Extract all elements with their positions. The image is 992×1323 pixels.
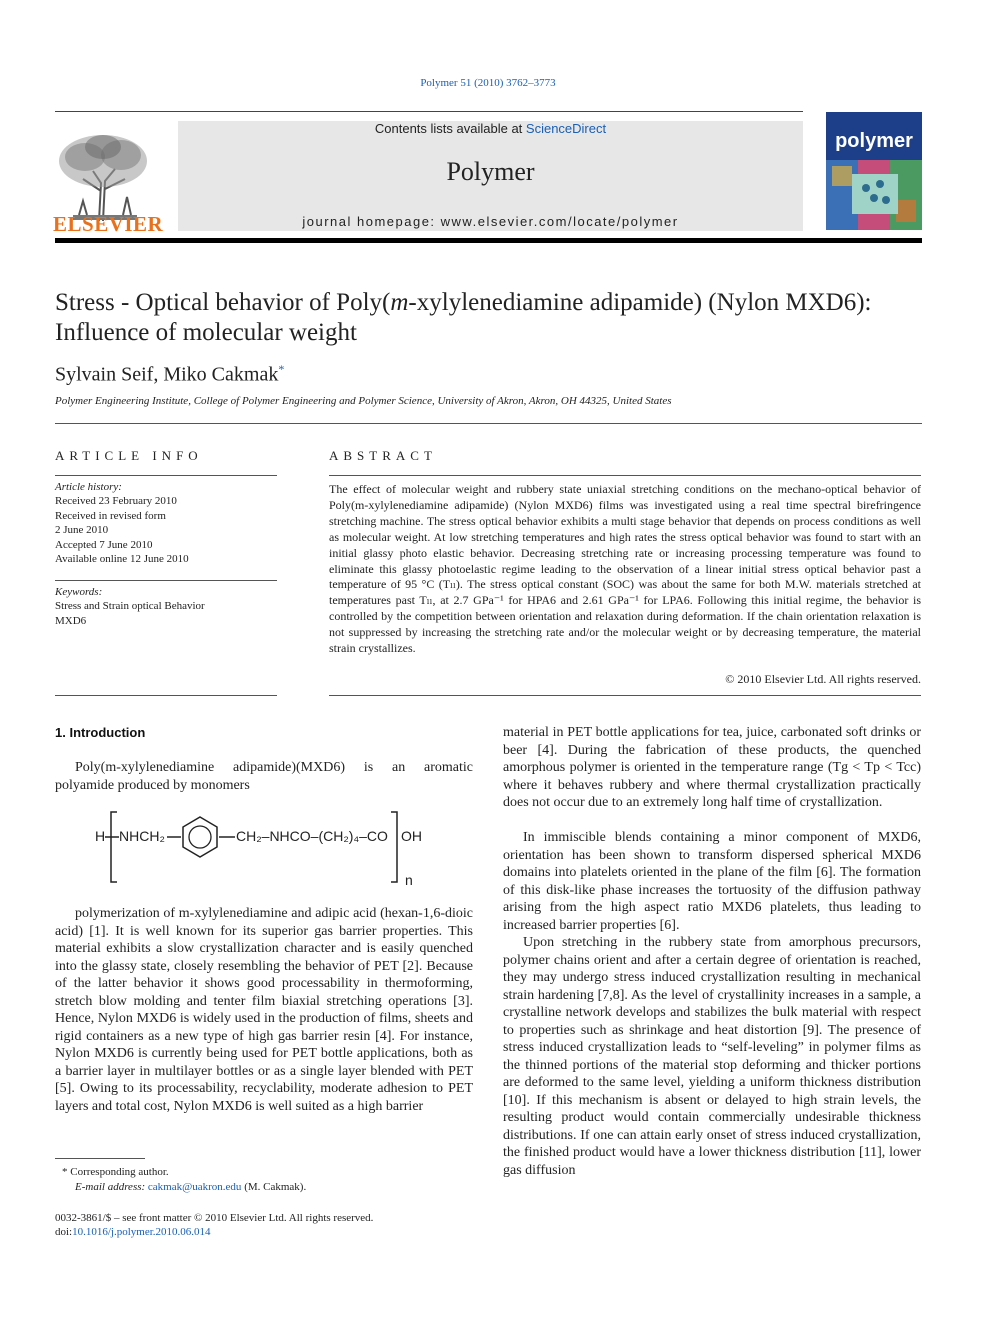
footnote-rule <box>55 1158 145 1159</box>
abstract-rule <box>329 475 921 476</box>
journal-name: Polymer <box>446 157 535 186</box>
sciencedirect-link[interactable]: ScienceDirect <box>525 121 607 136</box>
corresponding-footnote: * Corresponding author. <box>62 1166 169 1178</box>
history-item: Accepted 7 June 2010 <box>55 538 153 551</box>
journal-citation[interactable]: Polymer 51 (2010) 3762–3773 <box>420 77 556 89</box>
issn-line: 0032-3861/$ – see front matter © 2010 Elsevier Ltd. All rights reserved. <box>55 1212 374 1224</box>
title-part2: -xylylenediamine adipamide) (Nylon MXD6): <box>408 289 872 316</box>
article-info-bottom-rule <box>55 695 277 696</box>
cover-title: polymer <box>835 130 913 152</box>
article-title-line2: Influence of molecular weight <box>55 319 357 346</box>
email-footnote <box>75 1180 306 1195</box>
title-italic: m <box>390 289 409 316</box>
keywords-rule <box>55 580 277 581</box>
doi-link[interactable]: 10.1016/j.polymer.2010.06.014 <box>72 1226 211 1238</box>
history-item: Received in revised form <box>55 509 166 522</box>
article-title <box>55 288 935 348</box>
email-label: E-mail address: <box>75 1181 148 1193</box>
journal-cover <box>826 112 922 230</box>
elsevier-wordmark: ELSEVIER <box>53 212 164 236</box>
history-item: Available online 12 June 2010 <box>55 553 189 566</box>
authors <box>55 362 284 387</box>
benzene-ring <box>183 817 217 857</box>
keyword-item: Stress and Strain optical Behavior <box>55 600 205 613</box>
author-names: Sylvain Seif, Miko Cakmak <box>55 363 279 386</box>
header-thick-rule <box>55 238 922 243</box>
keywords-label: Keywords: <box>55 586 103 598</box>
corresponding-author-mark[interactable]: * <box>278 362 285 376</box>
article-info-rule <box>55 475 277 476</box>
affiliation: Polymer Engineering Institute, College of Polymer Engineering and Polymer Science, University of Akron, Akron, OH 44325, United States <box>55 395 672 407</box>
header-rule <box>55 111 803 112</box>
cover-artwork <box>826 160 922 230</box>
formula-structure <box>95 808 435 890</box>
title-part1: Stress - Optical behavior of Poly( <box>55 289 391 316</box>
abstract-copyright: © 2010 Elsevier Ltd. All rights reserved. <box>725 672 921 686</box>
keywords <box>55 585 277 628</box>
abstract-bottom-rule <box>329 695 921 696</box>
formula-subscript: n <box>405 872 413 888</box>
intro-paragraph-2: polymerization of m-xylylenediamine and adipic acid (hexan-1,6-dioic acid) [1]. It is well known for its superior gas barrier properties. This material exhibits a slow crystallization character and is easily quenched into the glassy state, closely resembling the behavior of PET [2]. Because of the latter behavior it shows good processability in thermoforming, stretch blow molding and tenter film biaxial stretching operations [3]. Hence, Nylon MXD6 is widely used in the production of films, sheets and rigid containers as a new type of high gas barrier resin [4]. For instance, Nylon MXD6 is currently being used for PET bottle applications, both as a barrier layer in multilayer bottles or as a single layer blended with PET [5]. Owing to its processability, recyclability, moderate adhesion to PET layers and total cost, Nylon MXD6 is well suited as a high barrier <box>55 906 473 1114</box>
article-title-line1 <box>55 288 935 318</box>
title-rule <box>55 423 922 424</box>
article-info-heading: ARTICLE INFO <box>55 448 203 463</box>
email-suffix: (M. Cakmak). <box>241 1181 307 1193</box>
chemical-formula <box>95 808 435 890</box>
contents-line <box>178 121 803 136</box>
doi-label: doi: <box>55 1226 73 1238</box>
history-item: 2 June 2010 <box>55 524 109 537</box>
doi-line <box>55 1225 211 1240</box>
formula-end-right: OH <box>401 828 422 844</box>
history-item: Received 23 February 2010 <box>55 495 177 508</box>
keyword-item: MXD6 <box>55 614 87 627</box>
intro-paragraph-4: In immiscible blends containing a minor component of MXD6, orientation has been shown to transform dispersed spherical MXD6 domains into platelets oriented in the plane of the film [6]. The formation of this disk-like phase increases the tortuosity of the diffusion pathway arising from the high aspect ratio MXD6 platelets, thus leading to increased barrier properties [6]. <box>503 830 921 933</box>
formula-group-1: NHCH₂ <box>119 828 165 844</box>
intro-paragraph-1: Poly(m-xylylenediamine adipamide)(MXD6) is an aromatic polyamide produced by monomers <box>55 760 473 793</box>
history-label: Article history: <box>55 481 122 493</box>
journal-homepage[interactable]: journal homepage: www.elsevier.com/locate/polymer <box>302 214 679 229</box>
article-history <box>55 480 277 566</box>
formula-end-left: H <box>95 828 106 844</box>
intro-heading: 1. Introduction <box>55 725 146 740</box>
intro-paragraph-3: material in PET bottle applications for tea, juice, carbonated soft drinks or beer [4]. During the fabrication of these products, the quenched amorphous polymer is oriented in the temperature range (Tg < Tp < Tcc) where it behaves rubbery and where thermal crystallization practically does not occur due to an extremely long half time of crystallization. <box>503 725 921 810</box>
author-email-link[interactable]: cakmak@uakron.edu <box>147 1181 242 1193</box>
abstract-text: The effect of molecular weight and rubbery state uniaxial stretching conditions on the mechano-optical behavior of Poly(m-xylylenediamine adipamide) (Nylon MXD6) films was investigated using a real time spectral birefringence stretching machine. The stress optical behavior exhibits a multi stage behavior that depends on process conditions as well as molecular weight. At low stretching temperatures and high rates the stress optical behavior was found to start with an initial glassy photo elastic behavior. Decreasing stretching rate or increasing processing temperature was found to eliminate this glassy photoelastic regime leading to the observation of a linear initial stress optical behavior past a temperature of 95 °C (Tₗₗ). The stress optical constant (SOC) was about the same for both M.W. materials stretched at temperatures past Tₗₗ, at 2.7 GPa⁻¹ for HPA6 and 2.61 GPa⁻¹ for LPA6. Following this initial regime, the behavior is controlled by the competition between orientation and relaxation during deformation. If the chain orientation relaxation is not suppressed by increasing the stretching rate and/or the molecular weight or by decreasing temperature, the material strain crystallizes. <box>329 482 921 656</box>
contents-prefix: Contents lists available at <box>374 121 526 136</box>
abstract-heading: ABSTRACT <box>329 448 437 463</box>
formula-group-2: CH₂–NHCO–(CH₂)₄–CO <box>236 828 388 844</box>
intro-paragraph-5: Upon stretching in the rubbery state from amorphous precursors, polymer chains orient and after a certain degree of orientation is reached, they may undergo stress induced crystallization resulting in mechanical strain hardening [7,8]. As the level of crystallinity increases in a sample, a crystalline network develops and stabilizes the bulk material with respect to properties such as shrinkage and heat distortion [9]. The presence of stress induced crystallization leads to “self-leveling” in polymer films as the thinned portions of the material stop deforming and thicker portions are deformed to the same level, yielding a uniform thickness distribution [10]. If this mechanism is absent or delayed to high strain levels, the resulting product would contain commercially undesirable thickness distributions. If one can attain early onset of stress induced crystallization, the finished product would have a lower thickness distribution [11], lower gas diffusion <box>503 935 921 1178</box>
